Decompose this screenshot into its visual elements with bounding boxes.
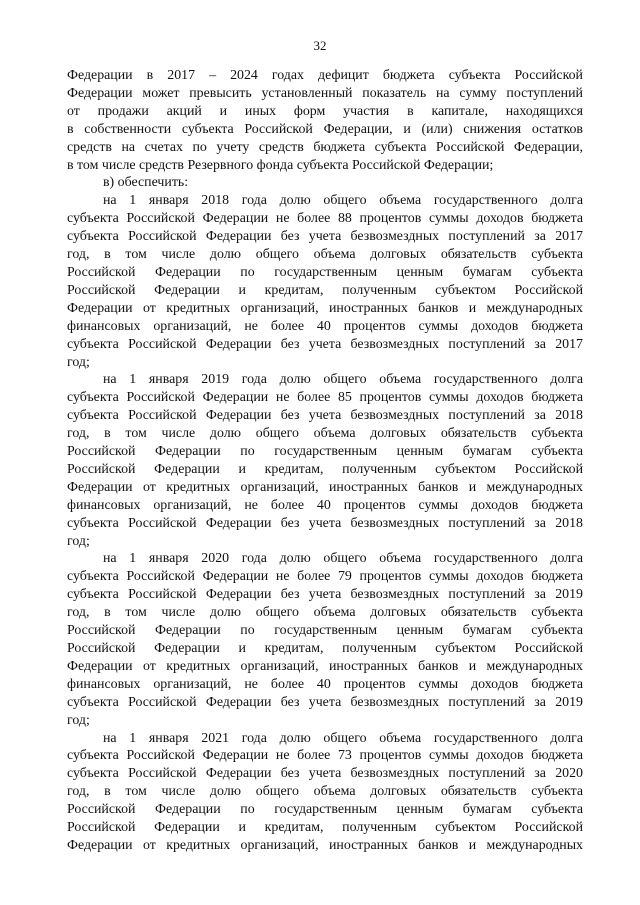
- text-line: Российской Федерации и кредитам, полученным субъектом Российской: [67, 820, 583, 836]
- text-line: на 1 января 2019 года долю общего объема государственного долга: [103, 372, 583, 388]
- text-line: Российской Федерации и кредитам, полученным субъектом Российской: [67, 461, 583, 477]
- text-line: субъекта Российской Федерации не более 88 процентов суммы доходов бюджета: [67, 211, 583, 227]
- text-line: Российской Федерации по государственным ценным бумагам субъекта: [67, 264, 583, 280]
- text-line: Федерации от кредитных организаций, иностранных банков и международных: [67, 837, 583, 853]
- text-line: в собственности субъекта Российской Федерации, и (или) снижения остатков: [67, 121, 583, 137]
- text-line: год, в том числе долю общего объема долговых обязательств субъекта: [67, 784, 583, 800]
- text-line: субъекта Российской Федерации без учета безвозмездных поступлений за 2018: [67, 515, 583, 531]
- text-line: Российской Федерации по государственным ценным бумагам субъекта: [67, 802, 583, 818]
- text-line: год, в том числе долю общего объема долговых обязательств субъекта: [67, 426, 583, 442]
- text-line: год, в том числе долю общего объема долговых обязательств субъекта: [67, 605, 583, 621]
- text-line: субъекта Российской Федерации без учета безвозмездных поступлений за 2017: [67, 336, 583, 352]
- text-line: финансовых организаций, не более 40 процентов суммы доходов бюджета: [67, 318, 583, 334]
- text-line: год;: [67, 533, 90, 549]
- text-line: Федерации в 2017 – 2024 годах дефицит бюджета субъекта Российской: [67, 68, 583, 83]
- text-line: субъекта Российской Федерации без учета безвозмездных поступлений за 2020: [67, 766, 583, 782]
- text-line: субъекта Российской Федерации без учета безвозмездных поступлений за 2018: [67, 408, 583, 424]
- text-line: год, в том числе долю общего объема долговых обязательств субъекта: [67, 247, 583, 263]
- text-line: Российской Федерации и кредитам, полученным субъектом Российской: [67, 641, 583, 656]
- text-line: Российской Федерации по государственным ценным бумагам субъекта: [67, 444, 583, 460]
- document-body: [67, 67, 583, 855]
- text-line: от продажи акций и иных форм участия в капитале, находящихся: [67, 103, 583, 119]
- text-line: субъекта Российской Федерации без учета безвозмездных поступлений за 2019: [67, 587, 583, 603]
- paragraph-deficit-continuation: [67, 67, 583, 174]
- text-line: Федерации от кредитных организаций, иностранных банков и международных: [67, 658, 583, 674]
- text-line: Федерации от кредитных организаций, иностранных банков и международных: [67, 479, 583, 495]
- text-line: субъекта Российской Федерации не более 73 процентов суммы доходов бюджета: [67, 748, 583, 764]
- paragraph-2018: [67, 192, 583, 371]
- text-line: субъекта Российской Федерации без учета безвозмездных поступлений за 2017: [67, 229, 583, 245]
- text-line: субъекта Российской Федерации не более 79 процентов суммы доходов бюджета: [67, 569, 583, 585]
- text-line: Российской Федерации по государственным ценным бумагам субъекта: [67, 623, 583, 639]
- paragraph-2019: [67, 371, 583, 550]
- text-line: на 1 января 2018 года долю общего объема государственного долга: [103, 193, 583, 209]
- text-line: финансовых организаций, не более 40 процентов суммы доходов бюджета: [67, 497, 583, 513]
- paragraph-item-v-heading: [67, 174, 583, 192]
- text-line: субъекта Российской Федерации без учета безвозмездных поступлений за 2019: [67, 694, 583, 710]
- text-line: в том числе средств Резервного фонда субъекта Российской Федерации;: [67, 157, 494, 173]
- text-line: год;: [67, 712, 90, 728]
- text-line: субъекта Российской Федерации не более 85 процентов суммы доходов бюджета: [67, 390, 583, 406]
- text-line: на 1 января 2021 года долю общего объема государственного долга: [103, 730, 583, 746]
- text-line: Федерации от кредитных организаций, иностранных банков и международных: [67, 300, 583, 316]
- page-number: 32: [313, 38, 327, 53]
- text-line: год;: [67, 354, 90, 370]
- text-line: Федерации может превысить установленный показатель на сумму поступлений: [67, 85, 583, 101]
- paragraph-2021: [67, 730, 583, 855]
- text-line: средств на счетах по учету средств бюджета субъекта Российской Федерации,: [67, 139, 583, 155]
- text-line: финансовых организаций, не более 40 процентов суммы доходов бюджета: [67, 676, 583, 692]
- text-line: в) обеспечить:: [103, 175, 189, 191]
- text-line: на 1 января 2020 года долю общего объема государственного долга: [103, 551, 583, 567]
- text-line: Российской Федерации и кредитам, полученным субъектом Российской: [67, 282, 583, 298]
- paragraph-2020: [67, 550, 583, 729]
